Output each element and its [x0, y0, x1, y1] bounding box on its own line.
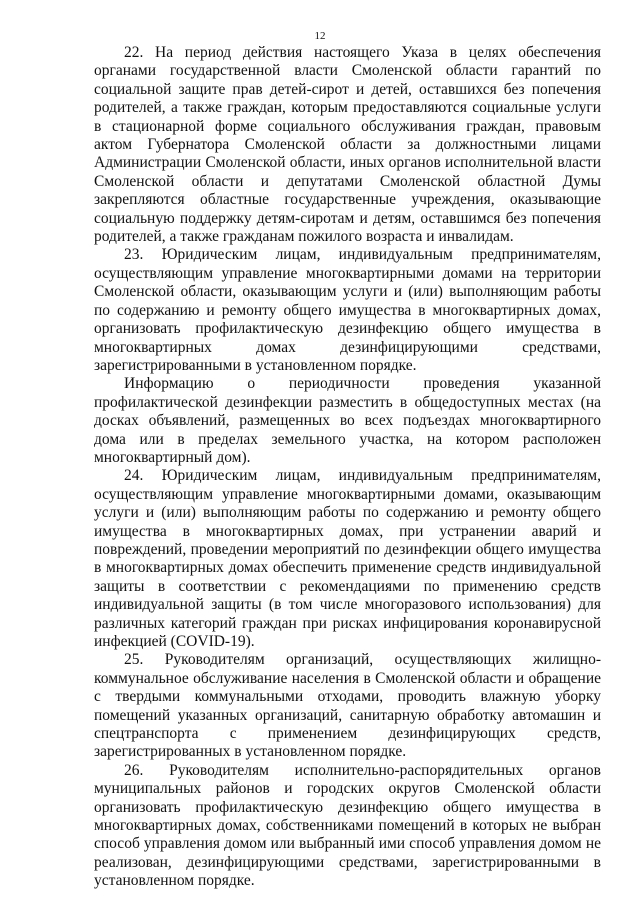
document-body: [94, 44, 601, 891]
paragraph-24: 24. Юридическим лицам, индивидуальным предпринимателям, осуществляющим управление многоквартирными домами, оказывающим услуги и (или) выполняющим работы по содержанию и ремонту общего имущества в многоквартирных домах, при устранении аварий и повреждений, проведении мероприятий по дезинфекции общего имущества в многоквартирных домах обеспечить применение средств индивидуальной защиты в соответствии с рекомендациями по применению средств индивидуальной защиты (в том числе многоразового использования) для различных категорий граждан при рисках инфицирования коронавирусной инфекцией (COVID-19).: [94, 467, 601, 650]
page-number: 12: [314, 30, 326, 42]
paragraph-23-info: Информацию о периодичности проведения указанной профилактической дезинфекции разместить в общедоступных местах (на досках объявлений, размещенных во всех подъездах многоквартирного дома или в пределах земельного участка, на котором расположен многоквартирный дом).: [94, 375, 601, 466]
paragraph-25: 25. Руководителям организаций, осуществляющих жилищно-коммунальное обслуживание населения в Смоленской области и обращение с твердыми коммунальными отходами, проводить влажную уборку помещений указанных организаций, санитарную обработку автомашин и спецтранспорта с применением дезинфицирующих средств, зарегистрированных в установленном порядке.: [94, 651, 601, 761]
paragraph-23: 23. Юридическим лицам, индивидуальным предпринимателям, осуществляющим управление многоквартирными домами на территории Смоленской области, оказывающим услуги и (или) выполняющим работы по содержанию и ремонту общего имущества в многоквартирных домах, организовать профилактическую дезинфекцию общего имущества в многоквартирных домах дезинфицирующими средствами, зарегистрированными в установленном порядке.: [94, 246, 601, 374]
paragraph-22: 22. На период действия настоящего Указа в целях обеспечения органами государственной власти Смоленской области гарантий по социальной защите прав детей-сирот и детей, оставшихся без попечения родителей, а также граждан, которым предоставляются социальные услуги в стационарной форме социального обслуживания граждан, правовым актом Губернатора Смоленской области за должностными лицами Администрации Смоленской области, иных органов исполнительной власти Смоленской области и депутатами Смоленской областной Думы закрепляются областные государственные учреждения, оказывающие социальную поддержку детям-сиротам и детям, оставшимся без попечения родителей, а также гражданам пожилого возраста и инвалидам.: [94, 44, 601, 246]
paragraph-26: 26. Руководителям исполнительно-распорядительных органов муниципальных районов и городских округов Смоленской области организовать профилактическую дезинфекцию общего имущества в многоквартирных домах, собственниками помещений в которых не выбран способ управления домом или выбранный ими способ управления домом не реализован, дезинфицирующими средствами, зарегистрированными в установленном порядке.: [94, 761, 601, 890]
